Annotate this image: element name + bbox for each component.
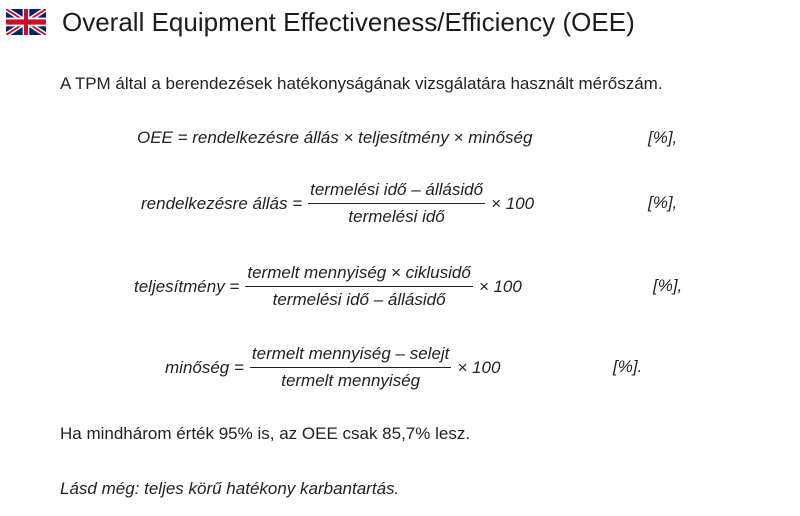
performance-unit: [%], [653,276,683,295]
availability-equation [141,179,534,228]
availability-unit: [%], [648,193,678,212]
uk-flag-icon [6,9,46,35]
performance-fraction [245,262,472,311]
quality-fraction [250,343,451,392]
oee-unit: [%], [648,128,678,147]
quality-equation [165,343,500,392]
oee-equation: OEE = rendelkezésre állás × teljesítmény × minőség [137,128,533,147]
intro-text: A TPM által a berendezések hatékonyságának vizsgálatára használt mérőszám. [60,74,663,93]
availability-factor: × 100 [491,193,535,213]
see-also-text: Lásd még: teljes körű hatékony karbantartás. [60,479,400,498]
quality-unit: [%]. [613,357,643,376]
performance-factor: × 100 [478,276,522,296]
quality-lhs: minőség = [165,357,244,377]
quality-factor: × 100 [457,357,501,377]
quality-numerator: termelt mennyiség – selejt [250,343,451,368]
summary-text: Ha mindhárom érték 95% is, az OEE csak 85,7% lesz. [60,424,471,443]
performance-lhs: teljesítmény = [134,276,240,296]
quality-denominator: termelt mennyiség [281,371,421,390]
availability-lhs: rendelkezésre állás = [141,193,303,213]
availability-denominator: termelési idő [348,207,445,226]
performance-denominator: termelési idő – állásidő [272,290,446,309]
performance-equation [134,262,522,311]
availability-fraction [308,179,485,228]
availability-numerator: termelési idő – állásidő [308,179,485,204]
page-title: Overall Equipment Effectiveness/Efficiency (OEE) [62,7,635,37]
performance-numerator: termelt mennyiség × ciklusidő [245,262,472,287]
